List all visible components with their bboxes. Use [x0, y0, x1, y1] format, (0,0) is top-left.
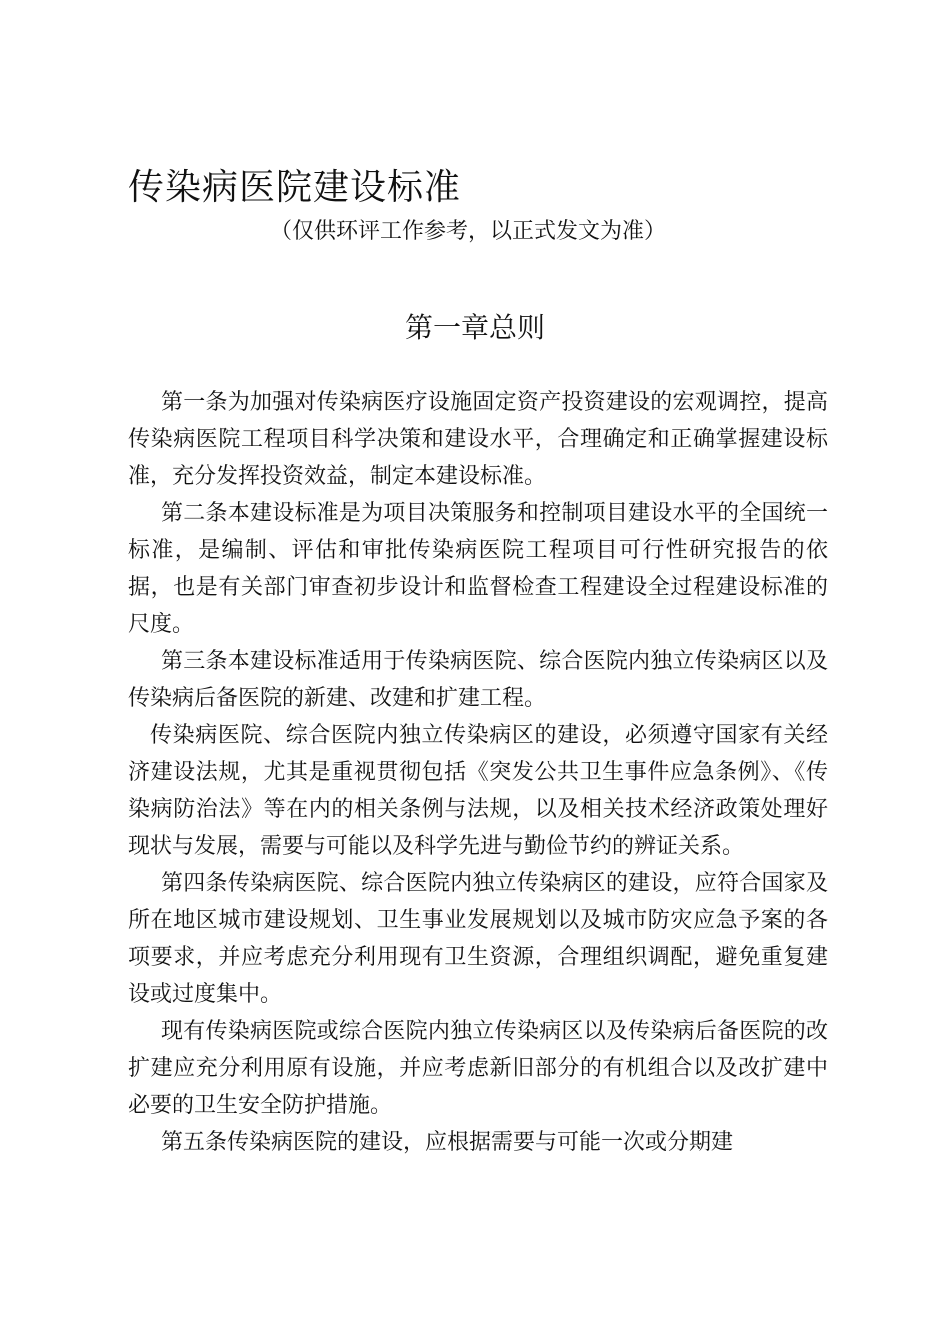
document-body [128, 384, 828, 1161]
paragraph-article-1: 第一条为加强对传染病医疗设施固定资产投资建设的宏观调控，提高传染病医院工程项目科学决策和建设水平，合理确定和正确掌握建设标准，充分发挥投资效益，制定本建设标准。 [128, 390, 828, 489]
chapter-title: 第一章总则 [404, 311, 545, 344]
paragraph-article-4: 第四条传染病医院、综合医院内独立传染病区的建设，应符合国家及所在地区城市建设规划、卫生事业发展规划以及城市防灾应急予案的各项要求，并应考虑充分利用现有卫生资源，合理组织调配，避免重复建设或过度集中。 [128, 871, 828, 1007]
paragraph-article-3-detail: 传染病医院、综合医院内独立传染病区的建设，必须遵守国家有关经济建设法规，尤其是重视贯彻包括《突发公共卫生事件应急条例》、《传染病防治法》等在内的相关条例与法规，以及相关技术经济政策处理好现状与发展，需要与可能以及科学先进与勤俭节约的辨证关系。 [128, 723, 828, 859]
paragraph-article-2: 第二条本建设标准是为项目决策服务和控制项目建设水平的全国统一标准，是编制、评估和审批传染病医院工程项目可行性研究报告的依据，也是有关部门审查初步设计和监督检查工程建设全过程建设标准的尺度。 [128, 501, 828, 637]
document-title: 传染病医院建设标准 [128, 167, 462, 208]
document-subtitle: （仅供环评工作参考，以正式发文为准） [270, 219, 667, 244]
paragraph-article-3: 第三条本建设标准适用于传染病医院、综合医院内独立传染病区以及传染病后备医院的新建、改建和扩建工程。 [128, 649, 828, 711]
paragraph-article-5: 第五条传染病医院的建设，应根据需要与可能一次或分期建 [161, 1130, 734, 1155]
paragraph-article-4-detail: 现有传染病医院或综合医院内独立传染病区以及传染病后备医院的改扩建应充分利用原有设施，并应考虑新旧部分的有机组合以及改扩建中必要的卫生安全防护措施。 [128, 1019, 828, 1118]
